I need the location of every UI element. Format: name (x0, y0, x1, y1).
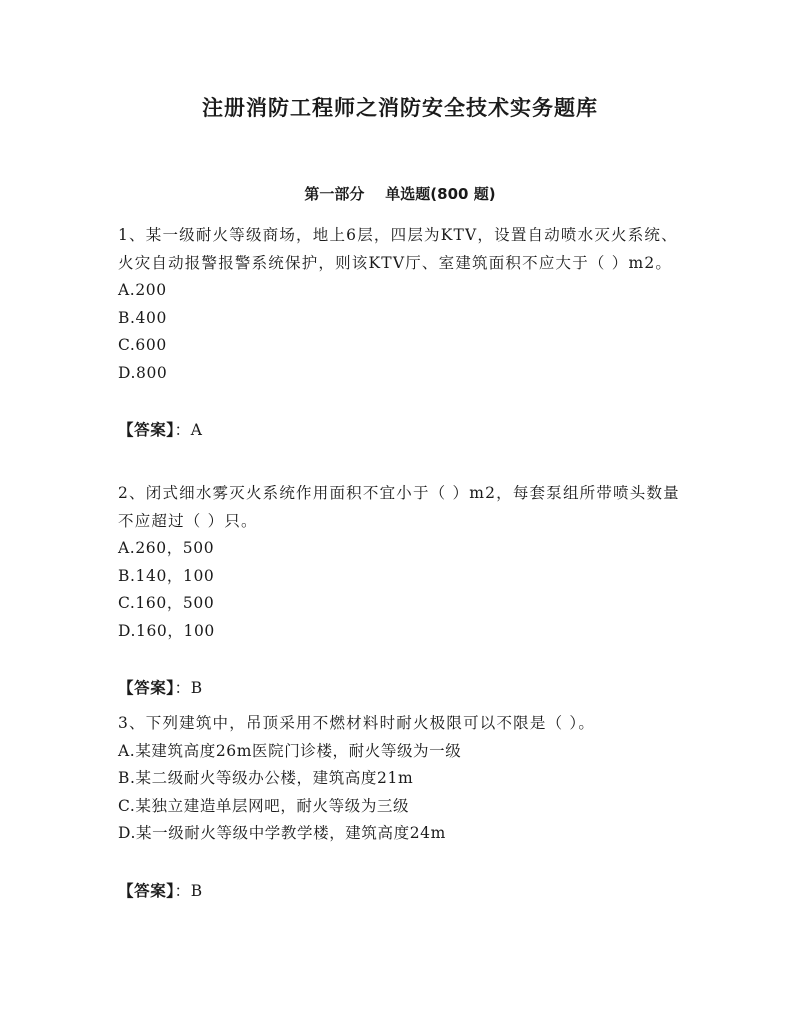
answer-line (118, 878, 684, 906)
answer-value: ：A (174, 421, 203, 439)
answer-line (118, 675, 684, 703)
section-title: 第一部分 单选题(800 题) (304, 185, 496, 203)
answer-label: 【答案】 (118, 421, 175, 439)
answer-value: ：B (174, 679, 203, 697)
question-stem: 3、下列建筑中，吊顶采用不燃材料时耐火极限可以不限是（ ）。 (118, 714, 596, 732)
question-3 (118, 710, 684, 905)
option-d: D.160，100 (118, 621, 215, 640)
option-d: D.某一级耐火等级中学教学楼，建筑高度24m (118, 824, 446, 842)
option-d: D.800 (118, 363, 168, 382)
question-2 (118, 480, 684, 703)
option-a: A.200 (118, 281, 167, 299)
option-c: C.某独立建造单层网吧，耐火等级为三级 (118, 796, 410, 815)
answer-label: 【答案】 (118, 881, 175, 900)
option-c: C.600 (118, 336, 167, 354)
question-stem: 1、某一级耐火等级商场，地上6层，四层为KTV，设置自动喷水灭火系统、火灾自动报警报警系统保护，则该KTV厅、室建筑面积不应大于（ ）m2。 (118, 226, 678, 272)
option-b: B.400 (118, 308, 167, 327)
answer-label: 【答案】 (118, 679, 175, 697)
option-b: B.某二级耐火等级办公楼，建筑高度21m (118, 769, 414, 787)
option-a: A.260，500 (118, 539, 215, 557)
option-c: C.160，500 (118, 594, 215, 612)
option-a: A.某建筑高度26m医院门诊楼，耐火等级为一级 (118, 741, 462, 760)
question-stem: 2、闭式细水雾灭火系统作用面积不宜小于（ ）m2，每套泵组所带喷头数量不应超过（ ）只。 (118, 484, 680, 530)
question-1 (118, 222, 684, 445)
document-title: 注册消防工程师之消防安全技术实务题库 (202, 96, 598, 120)
answer-line (118, 417, 684, 445)
option-b: B.140，100 (118, 566, 215, 585)
answer-value: ：B (174, 881, 203, 900)
